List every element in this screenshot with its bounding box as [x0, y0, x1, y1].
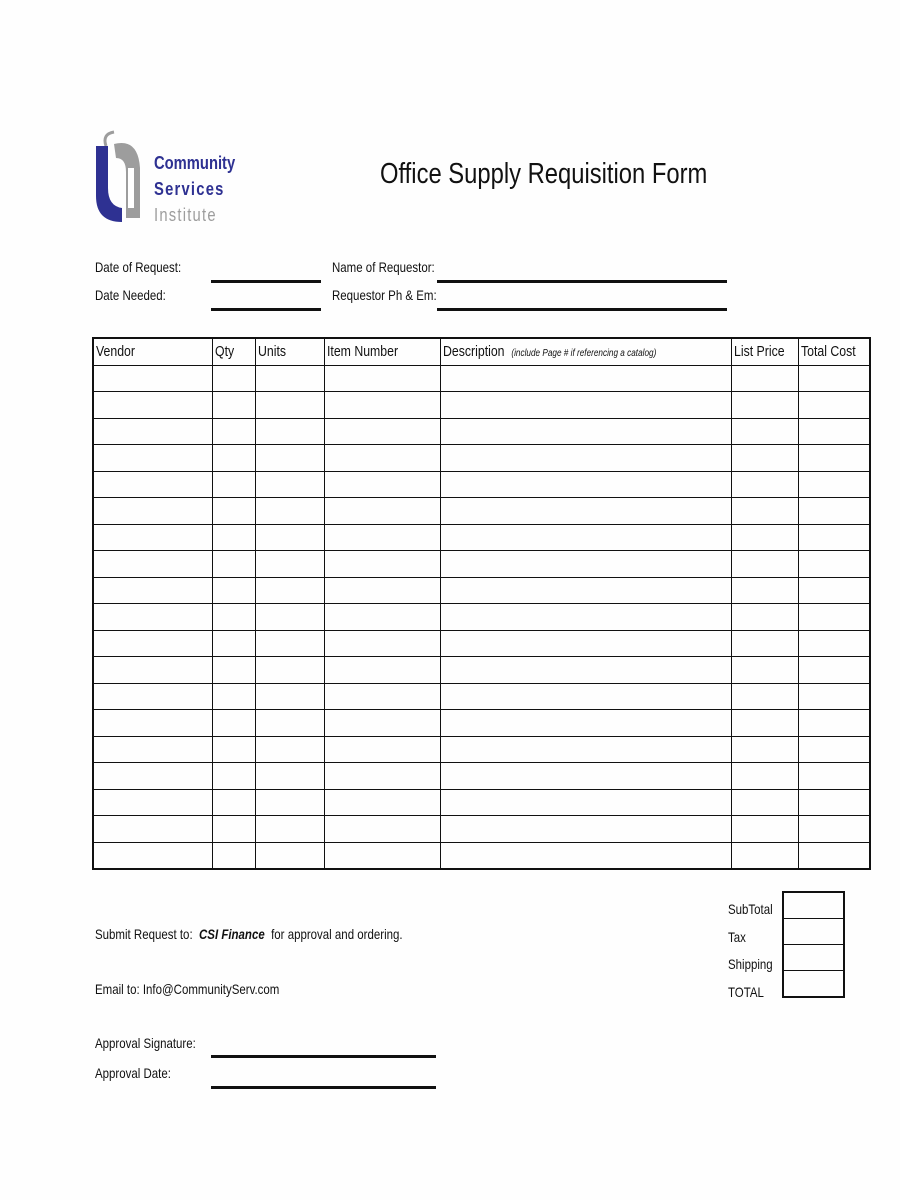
table-row [93, 551, 870, 578]
vendor-cell[interactable] [93, 630, 213, 657]
list-price-cell[interactable] [732, 551, 799, 578]
item-number-cell[interactable] [325, 789, 441, 816]
list-price-cell[interactable] [732, 471, 799, 498]
list-price-cell[interactable] [732, 763, 799, 790]
vendor-cell[interactable] [93, 551, 213, 578]
units-cell[interactable] [256, 418, 325, 445]
list-price-cell[interactable] [732, 657, 799, 684]
item-number-cell[interactable] [325, 604, 441, 631]
list-price-cell[interactable] [732, 736, 799, 763]
item-number-cell[interactable] [325, 630, 441, 657]
units-cell[interactable] [256, 577, 325, 604]
csi-logo [94, 128, 234, 224]
submit-entity: CSI Finance [199, 926, 265, 942]
description-cell[interactable] [441, 710, 732, 737]
vendor-cell[interactable] [93, 842, 213, 869]
qty-cell[interactable] [213, 418, 256, 445]
description-cell[interactable] [441, 471, 732, 498]
total-cost-cell[interactable] [798, 445, 870, 472]
name-of-requestor-field[interactable] [437, 280, 727, 283]
table-row [93, 577, 870, 604]
total-label: TOTAL [728, 983, 764, 1000]
logo-line-3: Institute [154, 205, 217, 225]
vendor-cell[interactable] [93, 789, 213, 816]
units-cell[interactable] [256, 365, 325, 392]
vendor-cell[interactable] [93, 577, 213, 604]
description-cell[interactable] [441, 789, 732, 816]
item-number-cell[interactable] [325, 577, 441, 604]
units-cell[interactable] [256, 498, 325, 525]
units-cell[interactable] [256, 604, 325, 631]
description-cell[interactable] [441, 524, 732, 551]
table-row [93, 445, 870, 472]
page-title: Office Supply Requisition Form [380, 158, 708, 190]
qty-cell[interactable] [213, 630, 256, 657]
item-number-cell[interactable] [325, 418, 441, 445]
total-cost-cell[interactable] [798, 365, 870, 392]
units-cell[interactable] [256, 524, 325, 551]
units-cell[interactable] [256, 763, 325, 790]
item-number-cell[interactable] [325, 763, 441, 790]
units-cell[interactable] [256, 471, 325, 498]
description-cell[interactable] [441, 683, 732, 710]
vendor-cell[interactable] [93, 365, 213, 392]
qty-cell[interactable] [213, 710, 256, 737]
list-price-cell[interactable] [732, 789, 799, 816]
vendor-cell[interactable] [93, 392, 213, 419]
date-needed-label: Date Needed: [95, 287, 166, 303]
qty-cell[interactable] [213, 657, 256, 684]
item-number-cell[interactable] [325, 710, 441, 737]
tax-label: Tax [728, 928, 746, 945]
table-row [93, 683, 870, 710]
units-cell[interactable] [256, 710, 325, 737]
description-cell[interactable] [441, 365, 732, 392]
shipping-label: Shipping [728, 956, 773, 972]
list-price-cell[interactable] [732, 524, 799, 551]
header-item-number: Item Number [327, 343, 399, 361]
header-qty: Qty [215, 343, 235, 361]
table-row [93, 842, 870, 869]
list-price-cell[interactable] [732, 498, 799, 525]
total-cost-cell[interactable] [798, 524, 870, 551]
table-row [93, 657, 870, 684]
subtotal-cell[interactable] [783, 892, 844, 919]
list-price-cell[interactable] [732, 630, 799, 657]
total-cost-cell[interactable] [798, 710, 870, 737]
qty-cell[interactable] [213, 365, 256, 392]
total-cost-cell[interactable] [798, 604, 870, 631]
table-row [93, 471, 870, 498]
qty-cell[interactable] [213, 789, 256, 816]
item-number-cell[interactable] [325, 445, 441, 472]
table-row [93, 789, 870, 816]
table-row [93, 710, 870, 737]
list-price-cell[interactable] [732, 710, 799, 737]
total-cost-cell[interactable] [798, 551, 870, 578]
total-cost-cell[interactable] [798, 842, 870, 869]
item-number-cell[interactable] [325, 498, 441, 525]
description-cell[interactable] [441, 445, 732, 472]
item-number-cell[interactable] [325, 657, 441, 684]
vendor-cell[interactable] [93, 418, 213, 445]
item-number-cell[interactable] [325, 551, 441, 578]
qty-cell[interactable] [213, 524, 256, 551]
vendor-cell[interactable] [93, 604, 213, 631]
requestor-ph-em-field[interactable] [437, 308, 727, 311]
submit-label: Submit Request to: [95, 926, 193, 942]
total-cost-cell[interactable] [798, 789, 870, 816]
qty-cell[interactable] [213, 471, 256, 498]
list-price-cell[interactable] [732, 842, 799, 869]
item-number-cell[interactable] [325, 842, 441, 869]
total-cost-cell[interactable] [798, 683, 870, 710]
header-total-cost: Total Cost [800, 343, 856, 361]
total-cost-cell[interactable] [798, 736, 870, 763]
vendor-cell[interactable] [93, 471, 213, 498]
table-row [93, 365, 870, 392]
email-label: Email to: [95, 981, 140, 997]
vendor-cell[interactable] [93, 736, 213, 763]
description-cell[interactable] [441, 630, 732, 657]
units-cell[interactable] [256, 392, 325, 419]
item-number-cell[interactable] [325, 736, 441, 763]
vendor-cell[interactable] [93, 498, 213, 525]
units-cell[interactable] [256, 789, 325, 816]
table-row [93, 524, 870, 551]
header-vendor: Vendor [96, 343, 135, 361]
approval-signature-label: Approval Signature: [95, 1035, 196, 1051]
qty-cell[interactable] [213, 683, 256, 710]
total-cost-cell[interactable] [798, 763, 870, 790]
approval-date-field[interactable] [211, 1086, 436, 1089]
list-price-cell[interactable] [732, 418, 799, 445]
tax-cell[interactable] [783, 919, 844, 945]
approval-signature-field[interactable] [211, 1055, 436, 1058]
table-header-row [93, 338, 870, 365]
items-table [92, 337, 871, 870]
header-description: Description [443, 343, 505, 361]
date-of-request-label: Date of Request: [95, 259, 182, 275]
units-cell[interactable] [256, 445, 325, 472]
total-cost-cell[interactable] [798, 577, 870, 604]
description-cell[interactable] [441, 551, 732, 578]
vendor-cell[interactable] [93, 763, 213, 790]
description-cell[interactable] [441, 392, 732, 419]
list-price-cell[interactable] [732, 577, 799, 604]
description-cell[interactable] [441, 577, 732, 604]
qty-cell[interactable] [213, 842, 256, 869]
units-cell[interactable] [256, 551, 325, 578]
total-cost-cell[interactable] [798, 630, 870, 657]
list-price-cell[interactable] [732, 604, 799, 631]
vendor-cell[interactable] [93, 524, 213, 551]
item-number-cell[interactable] [325, 524, 441, 551]
list-price-cell[interactable] [732, 445, 799, 472]
item-number-cell[interactable] [325, 471, 441, 498]
table-row [93, 604, 870, 631]
requestor-ph-em-label: Requestor Ph & Em: [332, 287, 437, 303]
units-cell[interactable] [256, 736, 325, 763]
description-cell[interactable] [441, 736, 732, 763]
description-note: (include Page # if referencing a catalog) [511, 348, 657, 360]
total-cost-cell[interactable] [798, 816, 870, 843]
total-cost-cell[interactable] [798, 418, 870, 445]
vendor-cell[interactable] [93, 445, 213, 472]
table-row [93, 816, 870, 843]
qty-cell[interactable] [213, 392, 256, 419]
table-row [93, 630, 870, 657]
qty-cell[interactable] [213, 604, 256, 631]
logo-line-1: Community [154, 153, 236, 173]
table-row [93, 392, 870, 419]
table-row [93, 763, 870, 790]
logo-line-2: Services [154, 179, 225, 199]
csi-logo-mark-icon [94, 128, 154, 224]
list-price-cell[interactable] [732, 683, 799, 710]
description-cell[interactable] [441, 816, 732, 843]
qty-cell[interactable] [213, 577, 256, 604]
list-price-cell[interactable] [732, 816, 799, 843]
units-cell[interactable] [256, 683, 325, 710]
table-row [93, 418, 870, 445]
units-cell[interactable] [256, 816, 325, 843]
total-cost-cell[interactable] [798, 498, 870, 525]
vendor-cell[interactable] [93, 816, 213, 843]
description-cell[interactable] [441, 657, 732, 684]
qty-cell[interactable] [213, 816, 256, 843]
shipping-cell[interactable] [783, 945, 844, 971]
vendor-cell[interactable] [93, 683, 213, 710]
submit-suffix: for approval and ordering. [271, 926, 403, 942]
header-units: Units [258, 343, 287, 361]
table-row [93, 498, 870, 525]
date-of-request-field[interactable] [211, 280, 321, 283]
subtotal-label: SubTotal [728, 901, 773, 917]
date-needed-field[interactable] [211, 308, 321, 311]
units-cell[interactable] [256, 630, 325, 657]
units-cell[interactable] [256, 842, 325, 869]
qty-cell[interactable] [213, 736, 256, 763]
description-cell[interactable] [441, 763, 732, 790]
item-number-cell[interactable] [325, 365, 441, 392]
total-cost-cell[interactable] [798, 471, 870, 498]
total-cell[interactable] [783, 971, 844, 998]
total-cost-cell[interactable] [798, 657, 870, 684]
header-list-price: List Price [734, 343, 785, 361]
list-price-cell[interactable] [732, 392, 799, 419]
qty-cell[interactable] [213, 445, 256, 472]
qty-cell[interactable] [213, 551, 256, 578]
approval-date-label: Approval Date: [95, 1065, 171, 1081]
vendor-cell[interactable] [93, 657, 213, 684]
item-number-cell[interactable] [325, 816, 441, 843]
qty-cell[interactable] [213, 498, 256, 525]
table-row [93, 736, 870, 763]
item-number-cell[interactable] [325, 392, 441, 419]
description-cell[interactable] [441, 498, 732, 525]
total-cost-cell[interactable] [798, 392, 870, 419]
item-number-cell[interactable] [325, 683, 441, 710]
description-cell[interactable] [441, 418, 732, 445]
description-cell[interactable] [441, 604, 732, 631]
list-price-cell[interactable] [732, 365, 799, 392]
email-address[interactable]: Info@CommunityServ.com [142, 981, 280, 997]
summary-table [782, 891, 845, 998]
units-cell[interactable] [256, 657, 325, 684]
qty-cell[interactable] [213, 763, 256, 790]
name-of-requestor-label: Name of Requestor: [332, 259, 435, 275]
description-cell[interactable] [441, 842, 732, 869]
vendor-cell[interactable] [93, 710, 213, 737]
